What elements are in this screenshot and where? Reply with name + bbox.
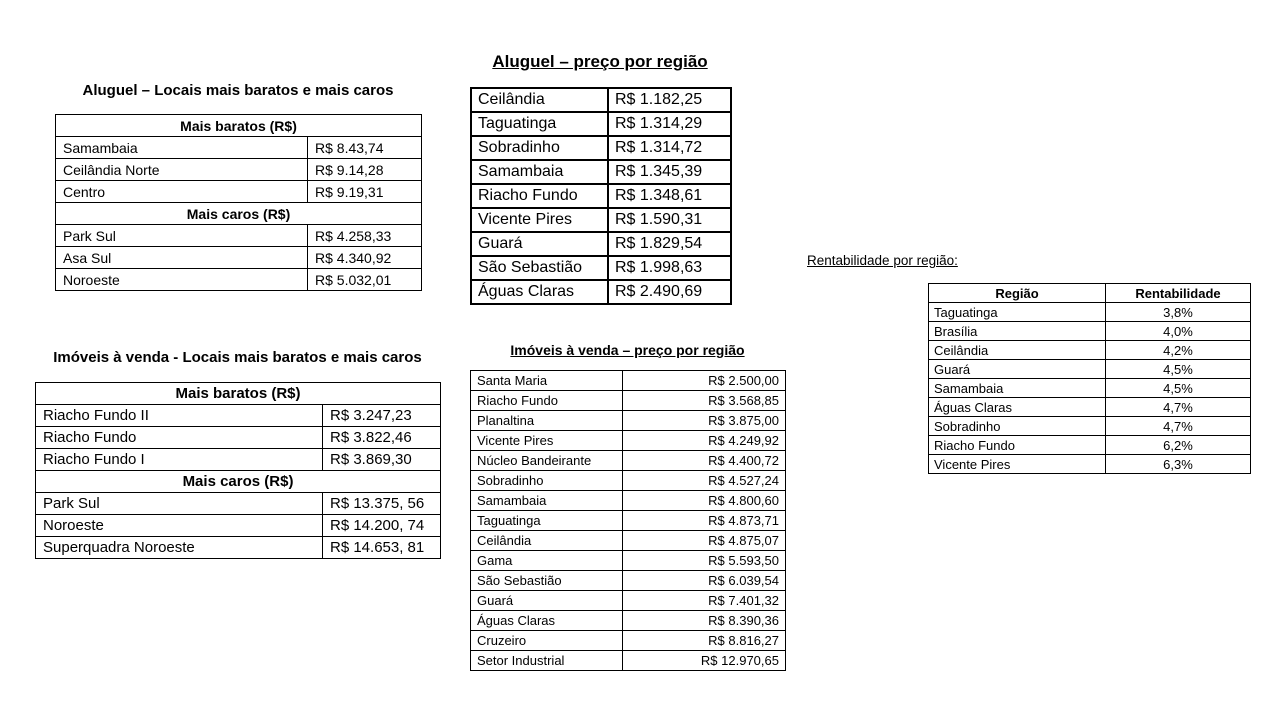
- region-cell: Ceilândia: [471, 531, 623, 551]
- table-row: [56, 203, 422, 225]
- value-cell: R$ 7.401,32: [623, 591, 786, 611]
- column-header-rentabilidade: Rentabilidade: [1106, 284, 1251, 303]
- table-row: [56, 225, 422, 247]
- table-row: [36, 471, 441, 493]
- value-cell: 4,2%: [1106, 341, 1251, 360]
- region-cell: Brasília: [929, 322, 1106, 341]
- region-cell: Riacho Fundo: [36, 427, 323, 449]
- table-row: [36, 449, 441, 471]
- table-row: [56, 181, 422, 203]
- region-cell: Riacho Fundo I: [36, 449, 323, 471]
- table-row: [471, 571, 786, 591]
- table-row: [471, 136, 731, 160]
- region-cell: Ceilândia: [471, 88, 608, 112]
- value-cell: R$ 3.822,46: [323, 427, 441, 449]
- value-cell: R$ 5.032,01: [308, 269, 422, 291]
- table-row: [471, 256, 731, 280]
- rentabilidade-label: Rentabilidade por região:: [807, 253, 958, 268]
- table-row: [471, 280, 731, 304]
- table-row: [929, 379, 1251, 398]
- value-cell: R$ 4.527,24: [623, 471, 786, 491]
- table-row: [471, 491, 786, 511]
- aluguel-por-regiao-block: [470, 52, 730, 305]
- value-cell: R$ 4.258,33: [308, 225, 422, 247]
- region-cell: Samambaia: [929, 379, 1106, 398]
- table-row: [56, 159, 422, 181]
- region-cell: Sobradinho: [471, 136, 608, 160]
- table-row: [929, 341, 1251, 360]
- region-cell: Noroeste: [36, 515, 323, 537]
- table-row: [36, 537, 441, 559]
- table-row: [471, 232, 731, 256]
- region-cell: Samambaia: [471, 160, 608, 184]
- region-cell: Riacho Fundo: [471, 391, 623, 411]
- value-cell: R$ 14.200, 74: [323, 515, 441, 537]
- region-cell: Águas Claras: [471, 611, 623, 631]
- value-cell: R$ 1.829,54: [608, 232, 731, 256]
- region-cell: Cruzeiro: [471, 631, 623, 651]
- table-row: [471, 551, 786, 571]
- region-cell: Águas Claras: [471, 280, 608, 304]
- table-row: [56, 269, 422, 291]
- region-cell: Taguatinga: [471, 112, 608, 136]
- venda-extremos-table: [35, 382, 441, 559]
- region-cell: Guará: [471, 232, 608, 256]
- value-cell: R$ 9.19,31: [308, 181, 422, 203]
- value-cell: 4,5%: [1106, 379, 1251, 398]
- value-cell: R$ 12.970,65: [623, 651, 786, 671]
- region-cell: Vicente Pires: [471, 208, 608, 232]
- value-cell: R$ 1.314,72: [608, 136, 731, 160]
- region-cell: Guará: [471, 591, 623, 611]
- region-cell: Taguatinga: [929, 303, 1106, 322]
- region-cell: São Sebastião: [471, 256, 608, 280]
- value-cell: R$ 14.653, 81: [323, 537, 441, 559]
- value-cell: R$ 1.345,39: [608, 160, 731, 184]
- value-cell: R$ 1.348,61: [608, 184, 731, 208]
- value-cell: R$ 4.340,92: [308, 247, 422, 269]
- value-cell: R$ 8.816,27: [623, 631, 786, 651]
- region-cell: Vicente Pires: [929, 455, 1106, 474]
- table-row: [56, 137, 422, 159]
- region-cell: Riacho Fundo: [929, 436, 1106, 455]
- region-cell: Sobradinho: [471, 471, 623, 491]
- aluguel-extremos-title: Aluguel – Locais mais baratos e mais caros: [82, 82, 394, 99]
- table-row: [36, 493, 441, 515]
- value-cell: R$ 1.182,25: [608, 88, 731, 112]
- region-cell: Gama: [471, 551, 623, 571]
- table-row: [56, 247, 422, 269]
- table-row: [471, 471, 786, 491]
- region-cell: Taguatinga: [471, 511, 623, 531]
- section-header-cell: Mais caros (R$): [36, 471, 441, 493]
- value-cell: R$ 9.14,28: [308, 159, 422, 181]
- table-row: [471, 371, 786, 391]
- table-row: [929, 417, 1251, 436]
- value-cell: 3,8%: [1106, 303, 1251, 322]
- region-cell: Superquadra Noroeste: [36, 537, 323, 559]
- region-cell: São Sebastião: [471, 571, 623, 591]
- table-body: [929, 303, 1251, 474]
- table-row: [36, 405, 441, 427]
- value-cell: 4,7%: [1106, 417, 1251, 436]
- region-cell: Asa Sul: [56, 247, 308, 269]
- table-row: [929, 303, 1251, 322]
- table-row: [56, 115, 422, 137]
- value-cell: 4,0%: [1106, 322, 1251, 341]
- aluguel-por-regiao-title: Aluguel – preço por região: [492, 52, 708, 71]
- venda-por-regiao-block: [470, 342, 785, 671]
- region-cell: Noroeste: [56, 269, 308, 291]
- table-row: [471, 531, 786, 551]
- value-cell: R$ 3.247,23: [323, 405, 441, 427]
- table-row: [471, 88, 731, 112]
- table-row: [929, 436, 1251, 455]
- value-cell: R$ 8.390,36: [623, 611, 786, 631]
- table-row: [929, 322, 1251, 341]
- table-row: [471, 160, 731, 184]
- value-cell: 6,2%: [1106, 436, 1251, 455]
- table-body: [56, 115, 422, 291]
- table-row: [929, 360, 1251, 379]
- table-row: [471, 451, 786, 471]
- value-cell: R$ 4.249,92: [623, 431, 786, 451]
- value-cell: R$ 5.593,50: [623, 551, 786, 571]
- value-cell: R$ 8.43,74: [308, 137, 422, 159]
- table-row: [36, 427, 441, 449]
- venda-extremos-title: Imóveis à venda - Locais mais baratos e mais caros: [53, 349, 422, 366]
- value-cell: R$ 3.568,85: [623, 391, 786, 411]
- value-cell: R$ 1.314,29: [608, 112, 731, 136]
- rentabilidade-table: [928, 283, 1251, 474]
- value-cell: 4,7%: [1106, 398, 1251, 417]
- region-cell: Park Sul: [36, 493, 323, 515]
- section-header-cell: Mais caros (R$): [56, 203, 422, 225]
- value-cell: R$ 3.869,30: [323, 449, 441, 471]
- region-cell: Riacho Fundo II: [36, 405, 323, 427]
- aluguel-por-regiao-table: [470, 87, 732, 305]
- venda-por-regiao-title: Imóveis à venda – preço por região: [510, 342, 745, 358]
- aluguel-extremos-block: [55, 82, 421, 291]
- table-row: [929, 398, 1251, 417]
- section-header-cell: Mais baratos (R$): [56, 115, 422, 137]
- region-cell: Ceilândia: [929, 341, 1106, 360]
- region-cell: Guará: [929, 360, 1106, 379]
- table-row: [471, 591, 786, 611]
- value-cell: R$ 1.590,31: [608, 208, 731, 232]
- value-cell: R$ 2.500,00: [623, 371, 786, 391]
- table-header-row: [929, 284, 1251, 303]
- region-cell: Santa Maria: [471, 371, 623, 391]
- table-row: [471, 411, 786, 431]
- region-cell: Centro: [56, 181, 308, 203]
- value-cell: R$ 3.875,00: [623, 411, 786, 431]
- table-body: [471, 371, 786, 671]
- table-row: [471, 391, 786, 411]
- value-cell: R$ 4.400,72: [623, 451, 786, 471]
- table-row: [471, 208, 731, 232]
- region-cell: Núcleo Bandeirante: [471, 451, 623, 471]
- region-cell: Park Sul: [56, 225, 308, 247]
- rentabilidade-block: [807, 253, 1251, 474]
- table-body: [36, 383, 441, 559]
- column-header-regiao: Região: [929, 284, 1106, 303]
- venda-por-regiao-table: [470, 370, 786, 671]
- table-row: [929, 455, 1251, 474]
- value-cell: 4,5%: [1106, 360, 1251, 379]
- value-cell: R$ 13.375, 56: [323, 493, 441, 515]
- value-cell: R$ 1.998,63: [608, 256, 731, 280]
- region-cell: Planaltina: [471, 411, 623, 431]
- aluguel-extremos-table: [55, 114, 422, 291]
- value-cell: R$ 6.039,54: [623, 571, 786, 591]
- region-cell: Setor Industrial: [471, 651, 623, 671]
- value-cell: R$ 4.875,07: [623, 531, 786, 551]
- region-cell: Samambaia: [56, 137, 308, 159]
- table-row: [471, 631, 786, 651]
- value-cell: R$ 4.873,71: [623, 511, 786, 531]
- value-cell: R$ 4.800,60: [623, 491, 786, 511]
- table-row: [471, 184, 731, 208]
- table-row: [471, 611, 786, 631]
- table-row: [471, 431, 786, 451]
- region-cell: Samambaia: [471, 491, 623, 511]
- table-row: [471, 511, 786, 531]
- table-row: [471, 651, 786, 671]
- region-cell: Ceilândia Norte: [56, 159, 308, 181]
- venda-extremos-block: [35, 349, 440, 559]
- table-row: [36, 515, 441, 537]
- region-cell: Vicente Pires: [471, 431, 623, 451]
- table-row: [36, 383, 441, 405]
- table-row: [471, 112, 731, 136]
- table-body: [471, 88, 731, 304]
- value-cell: R$ 2.490,69: [608, 280, 731, 304]
- value-cell: 6,3%: [1106, 455, 1251, 474]
- region-cell: Águas Claras: [929, 398, 1106, 417]
- region-cell: Riacho Fundo: [471, 184, 608, 208]
- section-header-cell: Mais baratos (R$): [36, 383, 441, 405]
- region-cell: Sobradinho: [929, 417, 1106, 436]
